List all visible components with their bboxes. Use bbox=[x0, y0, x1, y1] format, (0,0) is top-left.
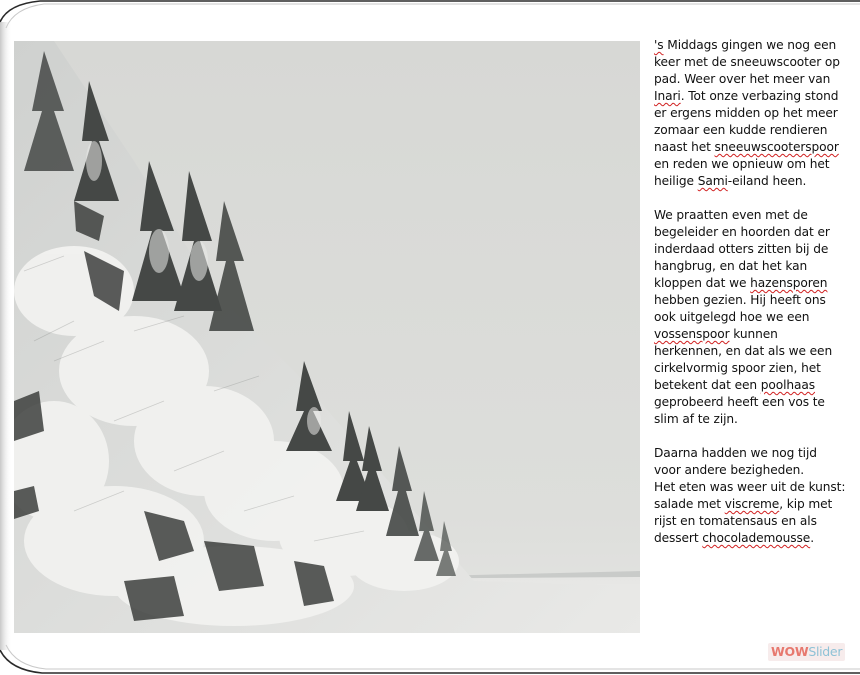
spellcheck-word: 's bbox=[654, 38, 664, 52]
text-segment: keer met de sneeuwscooter op bbox=[654, 55, 840, 69]
story-line bbox=[654, 394, 844, 411]
spellcheck-word: hazensporen bbox=[750, 276, 828, 290]
text-segment: dessert bbox=[654, 531, 703, 545]
text-segment: cirkelvormig spoor zien, het bbox=[654, 361, 821, 375]
text-segment: slim af te zijn. bbox=[654, 412, 738, 426]
text-segment: voor andere bezigheden. bbox=[654, 463, 805, 477]
text-segment: herkennen, en dat als we een bbox=[654, 344, 833, 358]
story-line bbox=[654, 275, 844, 292]
text-segment: Het eten was weer uit de kunst: bbox=[654, 480, 846, 494]
text-segment: rijst en tomatensaus en als bbox=[654, 514, 817, 528]
text-segment: , kip met bbox=[779, 497, 833, 511]
story-line bbox=[654, 88, 844, 105]
text-segment: naast het bbox=[654, 140, 715, 154]
text-segment: Middags gingen we nog een bbox=[663, 38, 837, 52]
story-line bbox=[654, 122, 844, 139]
wowslider-logo[interactable] bbox=[768, 643, 845, 661]
text-segment: er ergens midden op het meer bbox=[654, 106, 838, 120]
spellcheck-word: Inari bbox=[654, 89, 681, 103]
story-line bbox=[654, 462, 844, 479]
story-line bbox=[654, 156, 844, 173]
story-text bbox=[654, 37, 844, 564]
story-line bbox=[654, 377, 844, 394]
story-line bbox=[654, 241, 844, 258]
text-segment: zomaar een kudde rendieren bbox=[654, 123, 828, 137]
text-segment: geprobeerd heeft een vos te bbox=[654, 395, 825, 409]
spellcheck-word: poolhaas bbox=[760, 378, 816, 392]
story-paragraph bbox=[654, 445, 844, 547]
text-segment: begeleider en hoorden dat er bbox=[654, 225, 830, 239]
brand-wow: WOW bbox=[771, 644, 809, 659]
story-line bbox=[654, 445, 844, 462]
story-line bbox=[654, 343, 844, 360]
story-line bbox=[654, 105, 844, 122]
spellcheck-word: viscreme bbox=[724, 497, 780, 511]
story-line bbox=[654, 309, 844, 326]
text-segment: kunnen bbox=[729, 327, 778, 341]
story-line bbox=[654, 207, 844, 224]
story-line bbox=[654, 292, 844, 309]
story-line bbox=[654, 54, 844, 71]
spellcheck-word: chocolademousse bbox=[702, 531, 811, 545]
spellcheck-word: sneeuwscooterspoor bbox=[714, 140, 839, 154]
text-segment: heilige bbox=[654, 174, 698, 188]
story-line bbox=[654, 224, 844, 241]
text-segment: kloppen dat we bbox=[654, 276, 751, 290]
snowy-lakeshore-photo bbox=[14, 41, 640, 633]
text-segment: . bbox=[810, 531, 814, 545]
text-segment: -eiland heen. bbox=[727, 174, 807, 188]
story-paragraph bbox=[654, 207, 844, 428]
spellcheck-word: vossenspoor bbox=[654, 327, 730, 341]
spellcheck-word: Sami bbox=[697, 174, 728, 188]
text-segment: Daarna hadden we nog tijd bbox=[654, 446, 817, 460]
story-line bbox=[654, 411, 844, 428]
text-segment: hebben gezien. Hij heeft ons bbox=[654, 293, 826, 307]
text-segment: We praatten even met de bbox=[654, 208, 808, 222]
text-segment: salade met bbox=[654, 497, 725, 511]
text-segment: en reden we opnieuw om het bbox=[654, 157, 830, 171]
story-line bbox=[654, 479, 844, 496]
story-line bbox=[654, 37, 844, 54]
story-line bbox=[654, 258, 844, 275]
text-segment: ook uitgelegd hoe we een bbox=[654, 310, 810, 324]
brand-slider: Slider bbox=[808, 644, 843, 659]
text-segment: pad. Weer over het meer van bbox=[654, 72, 831, 86]
text-segment: hangbrug, en dat het kan bbox=[654, 259, 808, 273]
story-line bbox=[654, 326, 844, 343]
story-line bbox=[654, 139, 844, 156]
story-line bbox=[654, 530, 844, 547]
story-line bbox=[654, 71, 844, 88]
story-line bbox=[654, 173, 844, 190]
text-segment: betekent dat een bbox=[654, 378, 761, 392]
story-line bbox=[654, 360, 844, 377]
text-segment: inderdaad otters zitten bij de bbox=[654, 242, 829, 256]
text-segment: . Tot onze verbazing stond bbox=[680, 89, 839, 103]
story-line bbox=[654, 513, 844, 530]
story-paragraph bbox=[654, 37, 844, 190]
story-line bbox=[654, 496, 844, 513]
